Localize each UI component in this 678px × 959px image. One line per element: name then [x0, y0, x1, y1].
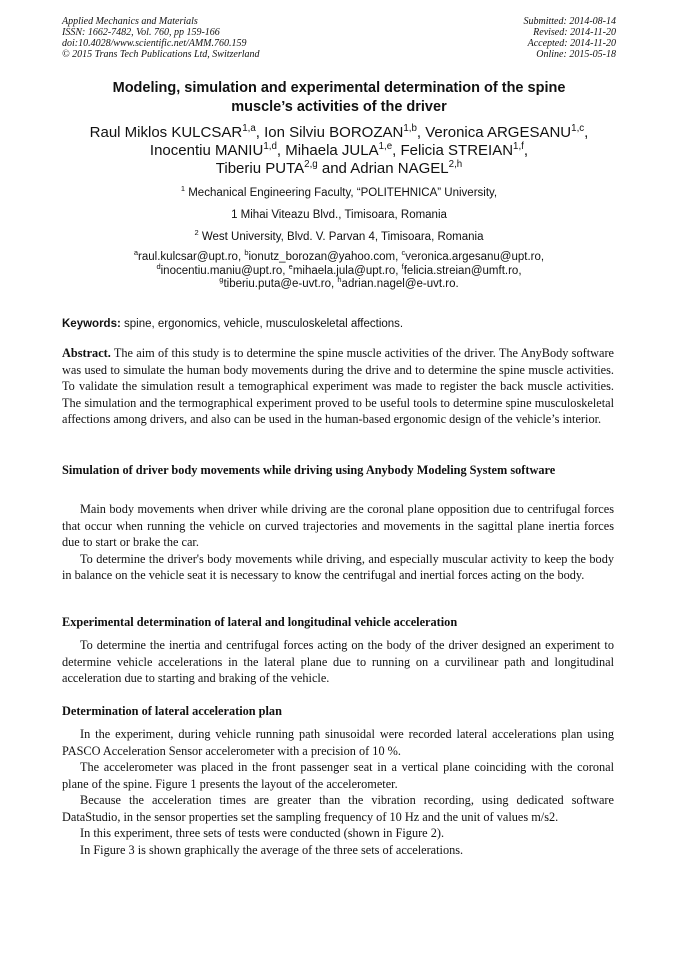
abstract-label: Abstract.: [62, 346, 111, 360]
author-line: [62, 142, 616, 160]
section-heading-simulation: Simulation of driver body movements while driving using Anybody Modeling System software: [62, 463, 556, 477]
author-name: Inocentiu MANIU: [149, 142, 264, 159]
email-mark: b: [244, 248, 249, 258]
publication-dates: [524, 16, 617, 60]
affiliation-line: 1 Mihai Viteazu Blvd., Timisoara, Romania: [231, 209, 447, 221]
paragraph: To determine the inertia and centrifugal forces acting on the body of the driver designed an experiment to determine vehicle accelerations in the lateral plane due to running on a curvilinear path and longitudinal acceleration due to starting and braking of the vehicle.: [62, 638, 614, 685]
abstract: [62, 345, 614, 428]
author-affiliation-mark: 2,h: [448, 159, 463, 170]
affiliation-text: West University, Blvd. V. Parvan 4, Timisoara, Romania: [201, 231, 484, 243]
journal-copyright: © 2015 Trans Tech Publications Ltd, Switzerland: [62, 49, 260, 60]
author-separator: ,: [416, 124, 426, 141]
affiliation-line: [62, 230, 616, 244]
email-link: adrian.nagel@e-uvt.ro: [341, 278, 456, 290]
section-heading-experimental: Experimental determination of lateral and longitudinal vehicle acceleration: [62, 615, 458, 629]
abstract-text: The aim of this study is to determine the spine muscle activities of the driver. The AnyBody software was used to simulate the human body movements during the drive and to determine the spine muscle activities. To validate the simulation result a temographical experiment was made to register the back muscle activities. The simulation and the termographical experiment proved to be useful tools to determine spine musculoskeletal affections among drivers, and also can be used in the human-based ergonomic design of the vehicle’s interior.: [62, 346, 614, 426]
section-lateral-body: [62, 726, 614, 858]
paragraph: In Figure 3 is shown graphically the average of the three sets of accelerations.: [80, 842, 464, 857]
email-link: veronica.argesanu@upt.ro: [405, 251, 541, 263]
paragraph: Main body movements when driver while driving are the coronal plane opposition due to centrifugal forces that occur when running the vehicle on curved trajectories and movements in the sagittal plane inertia forces due to start or brake the car.: [62, 502, 614, 549]
email-mark: f: [401, 261, 404, 271]
paper-title-line: Modeling, simulation and experimental determination of the spine: [112, 80, 566, 96]
paper-title: [62, 79, 616, 117]
email-link: tiberiu.puta@e-uvt.ro: [223, 278, 331, 290]
affiliation-mark: 1: [180, 184, 186, 194]
email-link: felicia.streian@umft.ro: [403, 264, 519, 277]
author-name: Tiberiu PUTA: [215, 160, 305, 177]
author-list: [62, 124, 616, 178]
date-revised: Revised: 2014-11-20: [533, 27, 616, 38]
email-mark: e: [288, 261, 293, 271]
keywords: [62, 317, 616, 331]
section-simulation-body: [62, 501, 614, 584]
affiliation-text: Mechanical Engineering Faculty, “POLITEHNICA” University,: [188, 187, 498, 199]
affiliation-mark: 2: [194, 228, 199, 238]
author-affiliation-mark: 2,g: [304, 159, 318, 170]
author-affiliation-mark: 1,b: [403, 123, 417, 134]
email-mark: c: [401, 248, 406, 258]
email-line: $^g$tiberiu.puta@e-uvt.ro, $^h$adrian.nagel@e-uvt.ro.: [219, 275, 459, 290]
affiliation-2: [62, 230, 616, 244]
affiliation-line: [62, 186, 616, 200]
author-affiliation-mark: 1,f: [513, 141, 524, 152]
date-submitted: Submitted: 2014-08-14: [523, 16, 616, 27]
journal-issn: ISSN: 1662-7482, Vol. 760, pp 159-166: [62, 27, 220, 38]
author-separator: ,: [392, 142, 401, 159]
email-line: $^d$inocentiu.maniu@upt.ro, $^e$mihaela.jula@upt.ro, $^f$felicia.streian@umft.ro,: [156, 261, 522, 277]
author-name: Raul Miklos KULCSAR: [89, 124, 243, 141]
paragraph: Because the acceleration times are greater than the vibration recording, using dedicated software DataStudio, in the sensor properties set the sampling frequency of 10 Hz and the unit of values m/s2.: [62, 793, 614, 824]
author-separator: ,: [584, 124, 589, 141]
paragraph: In the experiment, during vehicle running path sinusoidal were recorded lateral accelerations plan using PASCO Acceleration Sensor accelerometer with a precision of 10 %.: [62, 727, 614, 758]
paper-title-line: muscle’s activities of the driver: [231, 99, 447, 115]
author-name: Felicia STREIAN: [400, 142, 514, 159]
journal-info: [62, 16, 260, 60]
email-mark: d: [156, 261, 161, 271]
author-separator: and: [317, 160, 351, 177]
author-affiliation-mark: 1,d: [263, 141, 277, 152]
email-mark: h: [337, 275, 342, 285]
author-line: [62, 160, 616, 178]
email-mark: a: [133, 248, 139, 258]
author-separator: ,: [523, 142, 529, 159]
email-link: mihaela.jula@upt.ro: [292, 264, 396, 277]
author-affiliation-mark: 1,c: [571, 123, 585, 134]
keywords-text: spine, ergonomics, vehicle, musculoskeletal affections.: [124, 318, 404, 330]
keywords-label: Keywords:: [62, 318, 121, 330]
journal-name: Applied Mechanics and Materials: [62, 16, 198, 27]
author-name: Adrian NAGEL: [350, 160, 449, 177]
author-affiliation-mark: 1,a: [242, 123, 256, 134]
author-name: Mihaela JULA: [285, 142, 379, 159]
email-link: raul.kulcsar@upt.ro: [138, 251, 238, 263]
email-link: inocentiu.maniu@upt.ro: [160, 264, 283, 277]
date-accepted: Accepted: 2014-11-20: [527, 38, 616, 49]
author-affiliation-mark: 1,e: [378, 141, 393, 152]
author-name: Ion Silviu BOROZAN: [264, 124, 404, 141]
journal-doi: doi:10.4028/www.scientific.net/AMM.760.159: [62, 38, 247, 49]
paragraph: The accelerometer was placed in the front passenger seat in a vertical plane coinciding with the coronal plane of the spine. Figure 1 presents the layout of the accelerometer.: [62, 760, 614, 791]
affiliation-1: [62, 186, 616, 200]
date-online: Online: 2015-05-18: [536, 49, 616, 60]
author-emails: [62, 248, 616, 292]
email-line: $^a$raul.kulcsar@upt.ro, $^b$ionutz_borozan@yahoo.com, $^c$veronica.argesanu@upt.ro,: [133, 248, 545, 263]
author-line: [62, 124, 616, 142]
section-heading-lateral: Determination of lateral acceleration plan: [62, 704, 282, 718]
affiliation-1-address: [62, 208, 616, 222]
section-experimental-body: [62, 637, 614, 687]
paragraph: In this experiment, three sets of tests were conducted (shown in Figure 2).: [80, 826, 445, 840]
author-separator: ,: [255, 124, 265, 141]
email-mark: g: [219, 275, 224, 285]
author-name: Veronica ARGESANU: [425, 124, 572, 141]
author-separator: ,: [276, 142, 286, 159]
email-link: ionutz_borozan@yahoo.com: [248, 251, 396, 263]
paragraph: To determine the driver's body movements while driving, and especially muscular activity to keep the body in balance on the vehicle seat it is necessary to know the centrifugal and inertial forces acting on the body.: [62, 551, 614, 582]
